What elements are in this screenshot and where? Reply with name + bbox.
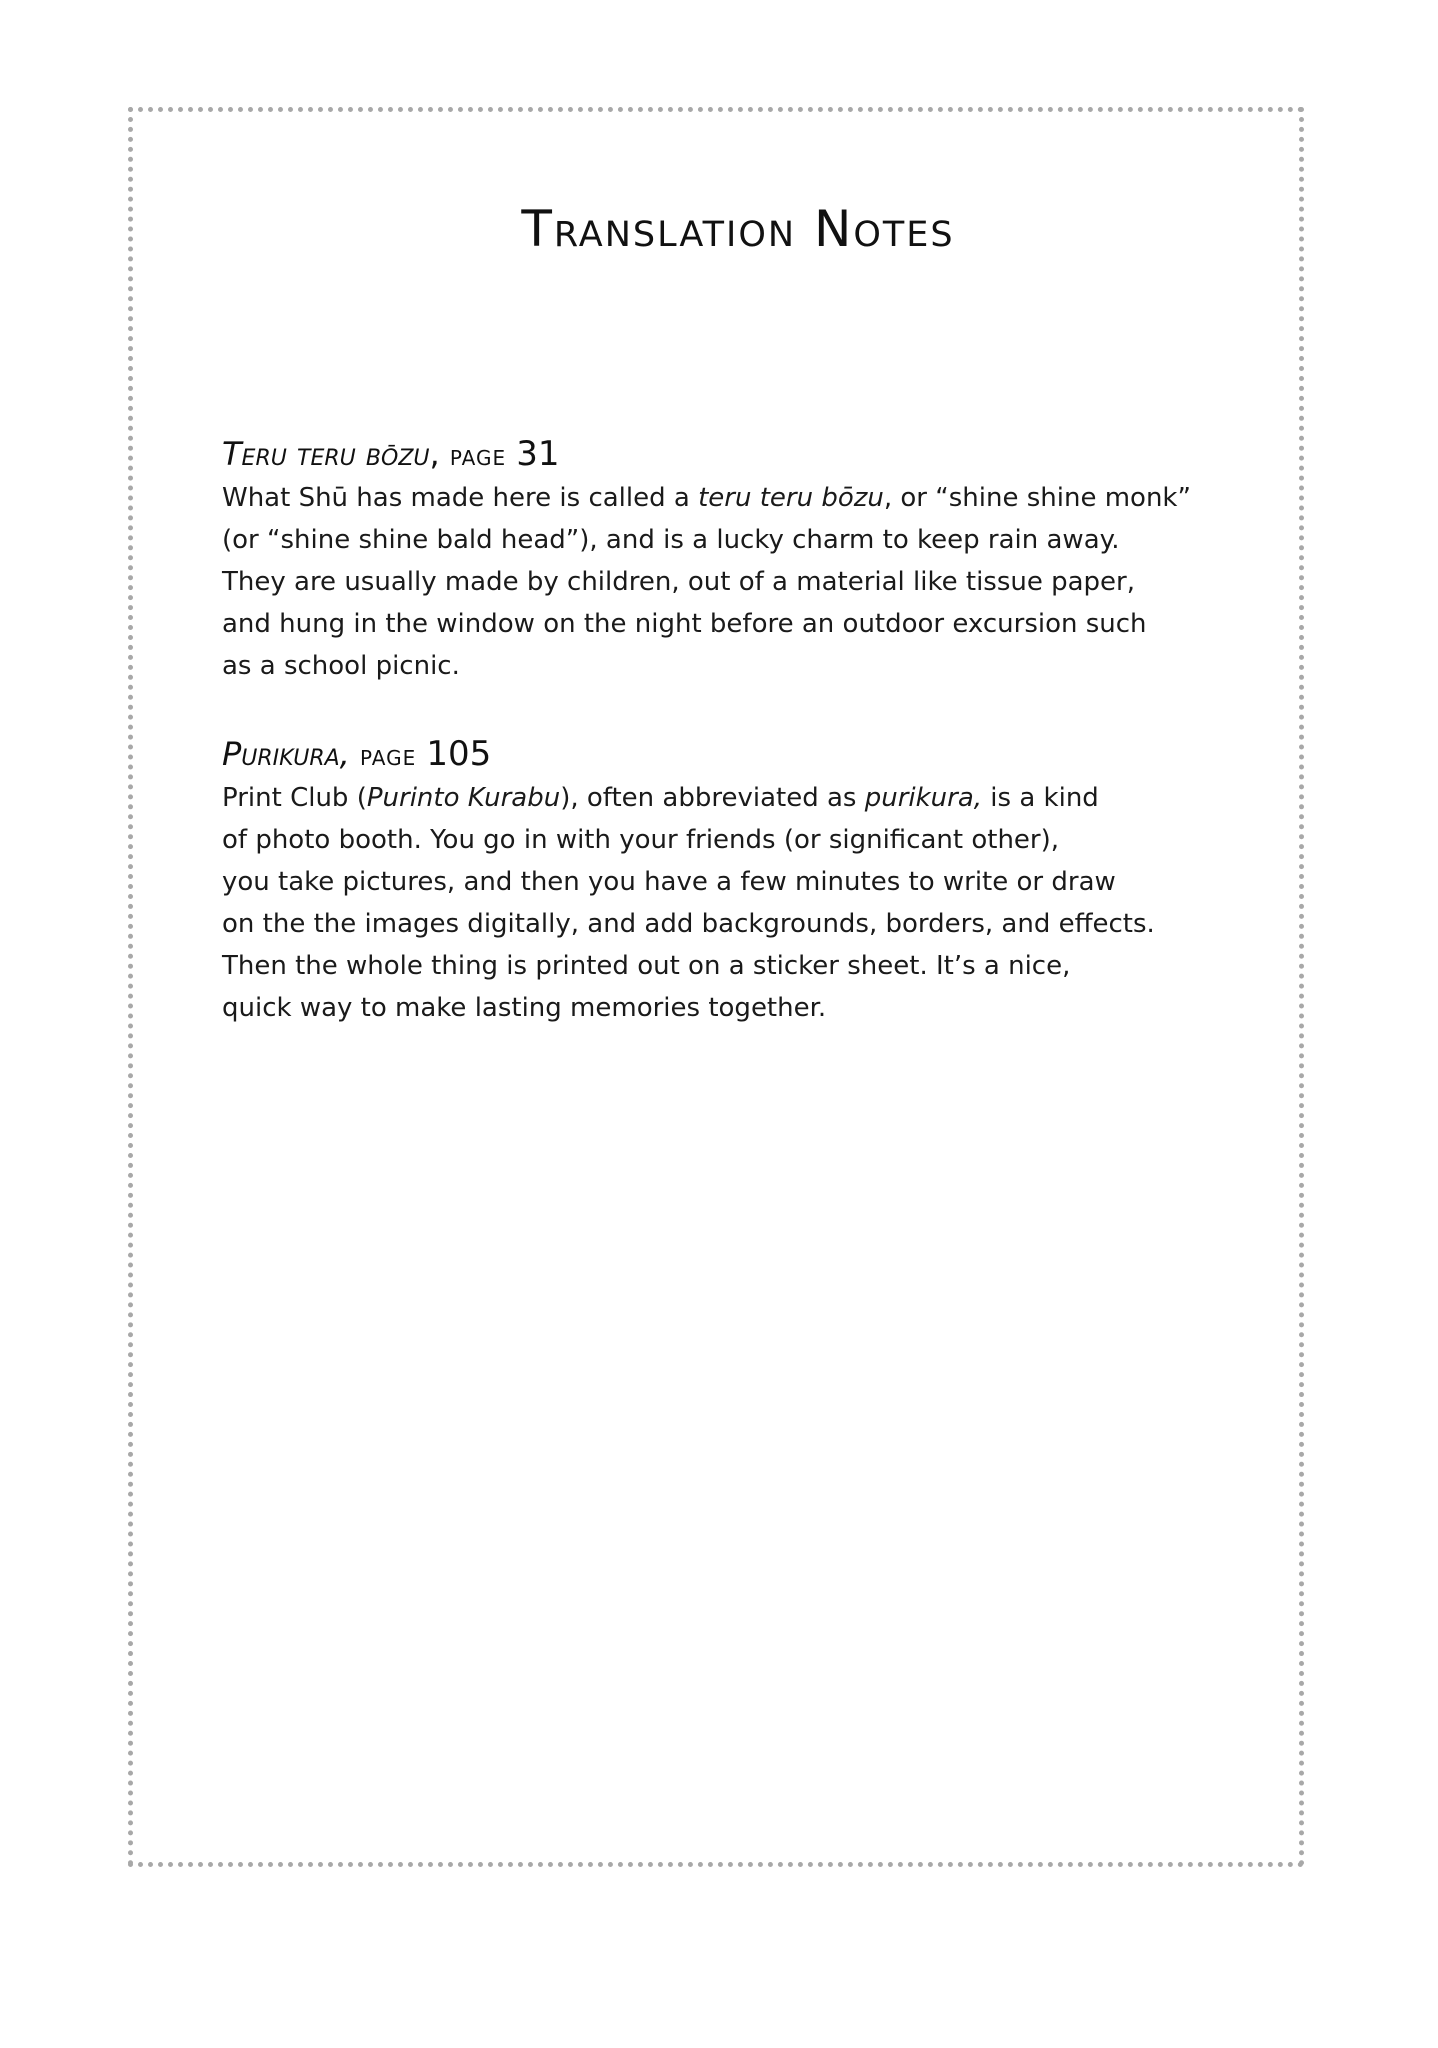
note-line: of photo booth. You go in with your friends (or significant other), — [222, 825, 1060, 855]
note-line: you take pictures, and then you have a few minutes to write or draw — [222, 867, 1116, 897]
note-term: Purikura, — [222, 735, 350, 773]
note-page-label: page — [449, 438, 507, 472]
note-line: on the the images digitally, and add backgrounds, borders, and effects. — [222, 909, 1155, 939]
note-body — [222, 477, 1222, 687]
note-heading: Teru teru bōzu, page 31 — [222, 434, 560, 474]
note-page-label: page — [360, 738, 417, 772]
note-line: They are usually made by children, out of a material like tissue paper, — [222, 567, 1136, 597]
note-line: Then the whole thing is printed out on a sticker sheet. It’s a nice, — [222, 951, 1071, 981]
note-term: Teru teru bōzu — [222, 435, 430, 473]
note-line: quick way to make lasting memories together. — [222, 993, 827, 1023]
note-line: and hung in the window on the night before an outdoor excursion such — [222, 609, 1147, 639]
note-page-number: 31 — [516, 434, 560, 474]
note-heading — [222, 732, 1222, 777]
note-line: (or “shine shine bald head”), and is a lucky charm to keep rain away. — [222, 525, 1120, 555]
note-line: Print Club (Purinto Kurabu), often abbreviated as purikura, is a kind — [222, 783, 1099, 813]
note-teru-teru-bozu — [222, 432, 1222, 687]
note-body — [222, 777, 1222, 1029]
page-title: Translation Notes — [521, 200, 955, 258]
note-purikura — [222, 732, 1222, 1029]
note-line: What Shū has made here is called a teru teru bōzu, or “shine shine monk” — [222, 483, 1191, 513]
note-page-number: 105 — [426, 734, 492, 774]
note-line: as a school picnic. — [222, 651, 460, 681]
